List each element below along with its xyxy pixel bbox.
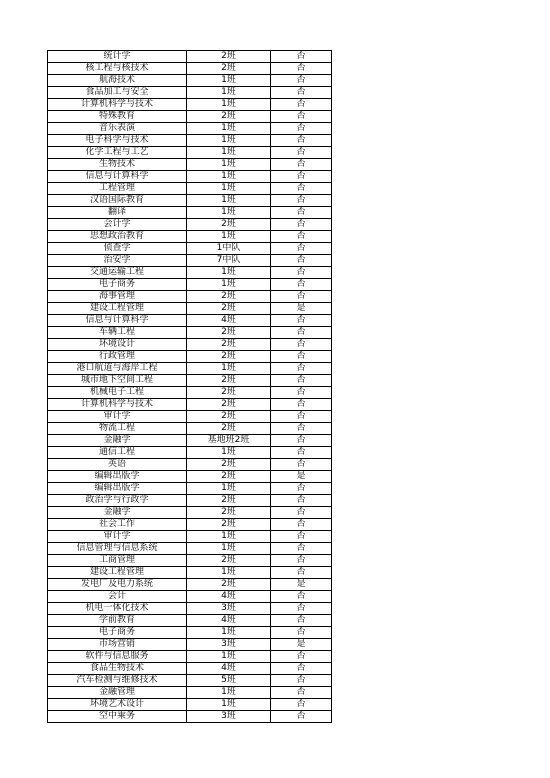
- table-row: [48, 615, 332, 627]
- table-row: [48, 639, 332, 651]
- class-cell: 3班: [187, 711, 271, 723]
- major-cell: 治安学: [48, 255, 187, 267]
- class-cell: 2班: [187, 471, 271, 483]
- major-cell: 电子商务: [48, 627, 187, 639]
- table-row: [48, 531, 332, 543]
- flag-cell: 否: [271, 147, 332, 159]
- class-cell: 4班: [187, 615, 271, 627]
- major-cell: 行政管理: [48, 351, 187, 363]
- class-cell: 3班: [187, 603, 271, 615]
- major-cell: 思想政治教育: [48, 231, 187, 243]
- table-row: [48, 591, 332, 603]
- major-cell: 通信工程: [48, 447, 187, 459]
- major-cell: 建设工程管理: [48, 567, 187, 579]
- major-cell: 计算机科学与技术: [48, 399, 187, 411]
- class-cell: 2班: [187, 423, 271, 435]
- table-row: [48, 411, 332, 423]
- major-cell: 汉语国际教育: [48, 195, 187, 207]
- table-row: [48, 567, 332, 579]
- class-cell: 5班: [187, 675, 271, 687]
- flag-cell: 否: [271, 663, 332, 675]
- major-cell: 工商管理: [48, 555, 187, 567]
- table-row: [48, 663, 332, 675]
- flag-cell: 否: [271, 627, 332, 639]
- table-row: [48, 87, 332, 99]
- spreadsheet: [47, 50, 332, 723]
- flag-cell: 否: [271, 351, 332, 363]
- flag-cell: 是: [271, 303, 332, 315]
- class-cell: 1班: [187, 99, 271, 111]
- flag-cell: 否: [271, 603, 332, 615]
- table-row: [48, 279, 332, 291]
- major-cell: 机械电子工程: [48, 387, 187, 399]
- table-row: [48, 651, 332, 663]
- table-row: [48, 171, 332, 183]
- major-cell: 信息与计算科学: [48, 171, 187, 183]
- class-cell: 4班: [187, 591, 271, 603]
- major-cell: 政治学与行政学: [48, 495, 187, 507]
- table-row: [48, 447, 332, 459]
- table-row: [48, 375, 332, 387]
- flag-cell: 否: [271, 219, 332, 231]
- table-row: [48, 483, 332, 495]
- flag-cell: 否: [271, 447, 332, 459]
- flag-cell: 否: [271, 87, 332, 99]
- flag-cell: 否: [271, 651, 332, 663]
- flag-cell: 是: [271, 579, 332, 591]
- major-cell: 生物技术: [48, 159, 187, 171]
- table-row: [48, 243, 332, 255]
- table-row: [48, 519, 332, 531]
- table-row: [48, 135, 332, 147]
- major-cell: 统计学: [48, 51, 187, 63]
- major-cell: 编辑出版学: [48, 483, 187, 495]
- class-cell: 2班: [187, 303, 271, 315]
- class-cell: 2班: [187, 411, 271, 423]
- class-cell: 1班: [187, 171, 271, 183]
- major-cell: 发电厂及电力系统: [48, 579, 187, 591]
- table-row: [48, 183, 332, 195]
- flag-cell: 否: [271, 507, 332, 519]
- major-cell: 化学工程与工艺: [48, 147, 187, 159]
- flag-cell: 否: [271, 183, 332, 195]
- class-cell: 2班: [187, 111, 271, 123]
- flag-cell: 否: [271, 63, 332, 75]
- class-cell: 1班: [187, 651, 271, 663]
- flag-cell: 否: [271, 423, 332, 435]
- major-cell: 会计学: [48, 219, 187, 231]
- major-cell: 金融管理: [48, 687, 187, 699]
- table-row: [48, 231, 332, 243]
- major-cell: 金融学: [48, 507, 187, 519]
- flag-cell: 否: [271, 399, 332, 411]
- flag-cell: 否: [271, 483, 332, 495]
- class-cell: 2班: [187, 291, 271, 303]
- table-row: [48, 603, 332, 615]
- class-cell: 1班: [187, 483, 271, 495]
- major-cell: 审计学: [48, 531, 187, 543]
- class-cell: 2班: [187, 507, 271, 519]
- major-cell: 音乐表演: [48, 123, 187, 135]
- flag-cell: 否: [271, 675, 332, 687]
- flag-cell: 否: [271, 339, 332, 351]
- class-cell: 1班: [187, 687, 271, 699]
- table-row: [48, 339, 332, 351]
- table-row: [48, 147, 332, 159]
- flag-cell: 否: [271, 327, 332, 339]
- flag-cell: 否: [271, 315, 332, 327]
- major-cell: 会计: [48, 591, 187, 603]
- class-cell: 2班: [187, 375, 271, 387]
- table-row: [48, 423, 332, 435]
- table-row: [48, 99, 332, 111]
- major-cell: 空中乘务: [48, 711, 187, 723]
- major-cell: 学前教育: [48, 615, 187, 627]
- flag-cell: 否: [271, 243, 332, 255]
- major-cell: 软件与信息服务: [48, 651, 187, 663]
- flag-cell: 否: [271, 99, 332, 111]
- flag-cell: 否: [271, 435, 332, 447]
- flag-cell: 否: [271, 363, 332, 375]
- major-cell: 翻译: [48, 207, 187, 219]
- flag-cell: 否: [271, 519, 332, 531]
- class-cell: 1班: [187, 531, 271, 543]
- class-cell: 2班: [187, 579, 271, 591]
- table-row: [48, 387, 332, 399]
- table-row: [48, 63, 332, 75]
- class-cell: 1班: [187, 279, 271, 291]
- flag-cell: 否: [271, 75, 332, 87]
- table-row: [48, 459, 332, 471]
- class-cell: 1班: [187, 159, 271, 171]
- table-row: [48, 291, 332, 303]
- flag-cell: 否: [271, 591, 332, 603]
- table-row: [48, 327, 332, 339]
- table-row: [48, 267, 332, 279]
- major-cell: 工程管理: [48, 183, 187, 195]
- class-cell: 2班: [187, 219, 271, 231]
- flag-cell: 否: [271, 543, 332, 555]
- flag-cell: 是: [271, 471, 332, 483]
- table-row: [48, 219, 332, 231]
- table-row: [48, 363, 332, 375]
- flag-cell: 否: [271, 255, 332, 267]
- major-cell: 核工程与核技术: [48, 63, 187, 75]
- flag-cell: 否: [271, 375, 332, 387]
- class-cell: 1班: [187, 267, 271, 279]
- class-cell: 1班: [187, 195, 271, 207]
- major-cell: 环境设计: [48, 339, 187, 351]
- flag-cell: 否: [271, 711, 332, 723]
- flag-cell: 否: [271, 51, 332, 63]
- table-row: [48, 495, 332, 507]
- class-table: [47, 50, 332, 723]
- class-cell: 1班: [187, 123, 271, 135]
- class-cell: 1班: [187, 75, 271, 87]
- table-row: [48, 543, 332, 555]
- table-row: [48, 75, 332, 87]
- major-cell: 计算机科学与技术: [48, 99, 187, 111]
- table-row: [48, 555, 332, 567]
- table-row: [48, 435, 332, 447]
- class-cell: 7中队: [187, 255, 271, 267]
- class-cell: 2班: [187, 327, 271, 339]
- flag-cell: 否: [271, 195, 332, 207]
- flag-cell: 是: [271, 639, 332, 651]
- table-row: [48, 351, 332, 363]
- table-row: [48, 675, 332, 687]
- major-cell: 信息管理与信息系统: [48, 543, 187, 555]
- class-cell: 1班: [187, 567, 271, 579]
- flag-cell: 否: [271, 159, 332, 171]
- table-row: [48, 579, 332, 591]
- class-cell: 1班: [187, 231, 271, 243]
- flag-cell: 否: [271, 387, 332, 399]
- major-cell: 交通运输工程: [48, 267, 187, 279]
- flag-cell: 否: [271, 567, 332, 579]
- table-row: [48, 687, 332, 699]
- class-cell: 1班: [187, 543, 271, 555]
- table-row: [48, 123, 332, 135]
- table-row: [48, 315, 332, 327]
- class-cell: 4班: [187, 315, 271, 327]
- major-cell: 特殊教育: [48, 111, 187, 123]
- table-row: [48, 627, 332, 639]
- table-body: [48, 51, 332, 723]
- table-row: [48, 303, 332, 315]
- class-cell: 2班: [187, 387, 271, 399]
- class-cell: 2班: [187, 51, 271, 63]
- table-row: [48, 207, 332, 219]
- table-row: [48, 711, 332, 723]
- table-row: [48, 51, 332, 63]
- major-cell: 物流工程: [48, 423, 187, 435]
- class-cell: 2班: [187, 339, 271, 351]
- class-cell: 1班: [187, 699, 271, 711]
- major-cell: 侦查学: [48, 243, 187, 255]
- class-cell: 2班: [187, 519, 271, 531]
- major-cell: 港口航道与海岸工程: [48, 363, 187, 375]
- class-cell: 2班: [187, 459, 271, 471]
- class-cell: 3班: [187, 639, 271, 651]
- flag-cell: 否: [271, 615, 332, 627]
- major-cell: 电子科学与技术: [48, 135, 187, 147]
- flag-cell: 否: [271, 111, 332, 123]
- table-row: [48, 471, 332, 483]
- major-cell: 英语: [48, 459, 187, 471]
- major-cell: 编辑出版学: [48, 471, 187, 483]
- class-cell: 1班: [187, 183, 271, 195]
- class-cell: 2班: [187, 351, 271, 363]
- flag-cell: 否: [271, 531, 332, 543]
- major-cell: 城市地下空间工程: [48, 375, 187, 387]
- major-cell: 社会工作: [48, 519, 187, 531]
- table-row: [48, 195, 332, 207]
- flag-cell: 否: [271, 279, 332, 291]
- table-row: [48, 159, 332, 171]
- flag-cell: 否: [271, 699, 332, 711]
- class-cell: 1班: [187, 447, 271, 459]
- major-cell: 电子商务: [48, 279, 187, 291]
- class-cell: 2班: [187, 555, 271, 567]
- major-cell: 食品生物技术: [48, 663, 187, 675]
- flag-cell: 否: [271, 207, 332, 219]
- major-cell: 环境艺术设计: [48, 699, 187, 711]
- major-cell: 食品加工与安全: [48, 87, 187, 99]
- flag-cell: 否: [271, 459, 332, 471]
- class-cell: 1班: [187, 627, 271, 639]
- flag-cell: 否: [271, 495, 332, 507]
- flag-cell: 否: [271, 171, 332, 183]
- table-row: [48, 399, 332, 411]
- class-cell: 1班: [187, 135, 271, 147]
- major-cell: 机电一体化技术: [48, 603, 187, 615]
- flag-cell: 否: [271, 123, 332, 135]
- flag-cell: 否: [271, 231, 332, 243]
- flag-cell: 否: [271, 687, 332, 699]
- flag-cell: 否: [271, 291, 332, 303]
- class-cell: 2班: [187, 399, 271, 411]
- major-cell: 海事管理: [48, 291, 187, 303]
- major-cell: 市场营销: [48, 639, 187, 651]
- major-cell: 汽车检测与维修技术: [48, 675, 187, 687]
- class-cell: 1班: [187, 363, 271, 375]
- flag-cell: 否: [271, 411, 332, 423]
- class-cell: 基地班2班: [187, 435, 271, 447]
- class-cell: 1班: [187, 207, 271, 219]
- class-cell: 1班: [187, 147, 271, 159]
- major-cell: 建设工程管理: [48, 303, 187, 315]
- table-row: [48, 507, 332, 519]
- major-cell: 审计学: [48, 411, 187, 423]
- table-row: [48, 111, 332, 123]
- major-cell: 信息与计算科学: [48, 315, 187, 327]
- flag-cell: 否: [271, 135, 332, 147]
- class-cell: 1中队: [187, 243, 271, 255]
- table-row: [48, 255, 332, 267]
- class-cell: 2班: [187, 63, 271, 75]
- class-cell: 1班: [187, 87, 271, 99]
- table-row: [48, 699, 332, 711]
- major-cell: 航海技术: [48, 75, 187, 87]
- flag-cell: 否: [271, 555, 332, 567]
- class-cell: 2班: [187, 495, 271, 507]
- flag-cell: 否: [271, 267, 332, 279]
- major-cell: 金融学: [48, 435, 187, 447]
- class-cell: 4班: [187, 663, 271, 675]
- major-cell: 车辆工程: [48, 327, 187, 339]
